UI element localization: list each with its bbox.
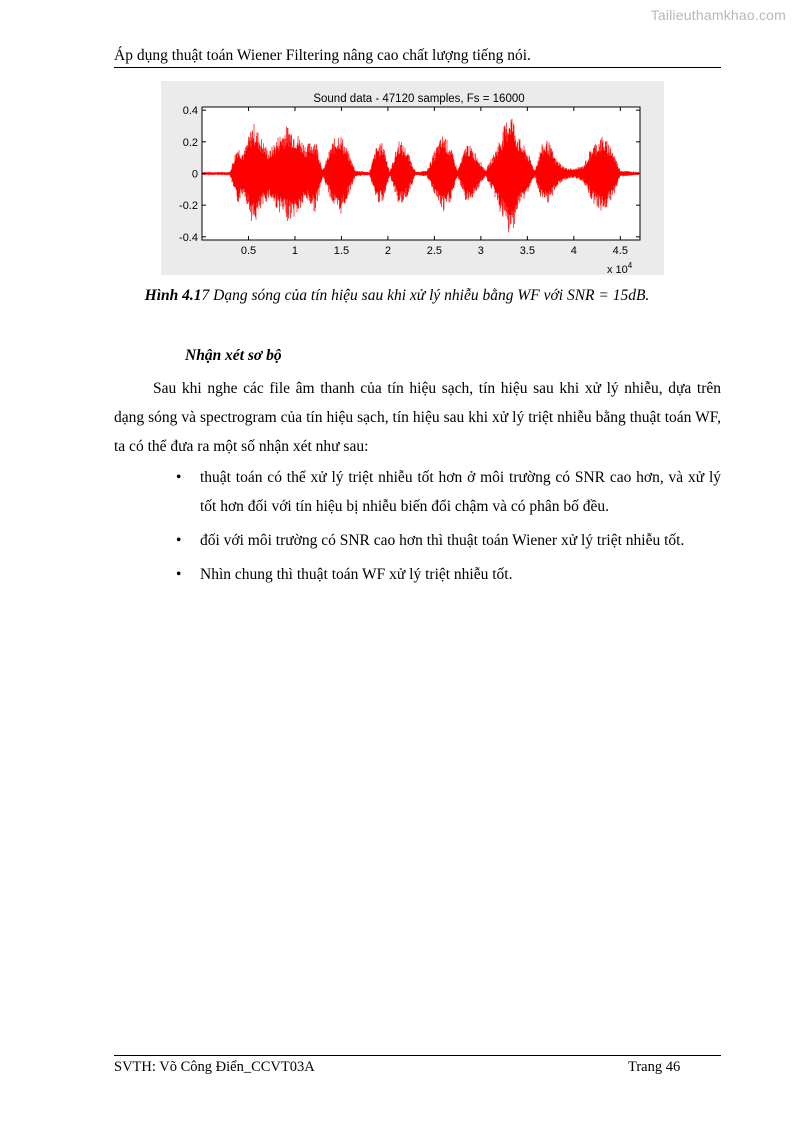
footer-author: SVTH: Võ Công Điển_CCVT03A	[114, 1059, 315, 1075]
x-tick-label: 2	[384, 245, 391, 257]
x-tick-label: 1	[291, 245, 299, 257]
y-tick-label: -0.2	[179, 200, 198, 213]
chart-title: Sound data - 47120 samples, Fs = 16000	[313, 93, 525, 105]
watermark: Tailieuthamkhao.com	[650, 7, 786, 23]
section-heading: Nhận xét sơ bộ	[185, 347, 282, 364]
y-tick-label: 0	[191, 168, 198, 181]
x-tick-label: 1.5	[333, 245, 350, 257]
x-tick-label: 3	[477, 245, 484, 257]
waveform-chart	[161, 81, 664, 275]
bullet-icon: •	[176, 566, 182, 583]
y-tick-label: 0.4	[182, 105, 198, 118]
list-item: • thuật toán có thể xử lý triệt nhiễu tốt hơn ở môi trường có SNR cao hơn, và xử lý tốt hơn đối với tín hiệu bị nhiễu biến đổi chậm và có phân bố đều.	[176, 463, 721, 521]
caption-text: Dạng sóng của tín hiệu sau khi xử lý nhiễu bằng WF với SNR = 15dB.	[209, 287, 650, 304]
y-tick-label: -0.4	[179, 231, 198, 244]
x-multiplier-label: x $10^4$	[607, 261, 633, 275]
caption-label: Hình 4.1	[144, 287, 202, 304]
x-tick-label: 3.5	[519, 245, 535, 257]
x-tick-label: 2.5	[426, 245, 443, 257]
footer-rule	[114, 1055, 721, 1056]
intro-paragraph: Sau khi nghe các file âm thanh của tín hiệu sạch, tín hiệu sau khi xử lý nhiễu, dựa trên dạng sóng và spectrogram của tín hiệu sạch, tín hiệu sau khi xử lý triệt nhiễu bằng thuật toán WF, ta có thể đưa ra một số nhận xét như sau:	[114, 380, 721, 455]
list-item: • đối với môi trường có SNR cao hơn thì thuật toán Wiener xử lý triệt nhiễu tốt.	[176, 526, 721, 555]
figure-caption	[0, 287, 794, 305]
page-header-title: Áp dụng thuật toán Wiener Filtering nâng cao chất lượng tiếng nói.	[114, 47, 531, 64]
caption-number-suffix: 7	[201, 287, 210, 304]
waveform-figure	[161, 81, 664, 275]
remarks-list	[176, 463, 721, 594]
x-tick-label: 4.5	[612, 245, 628, 257]
y-tick-label: 0.2	[182, 136, 198, 149]
list-item: • Nhìn chung thì thuật toán WF xử lý triệt nhiễu tốt.	[176, 560, 721, 589]
bullet-icon: •	[176, 532, 182, 549]
x-tick-label: 0.5	[240, 245, 257, 257]
x-tick-label: 4	[570, 245, 577, 257]
header-rule	[114, 67, 721, 68]
footer-page-number: Trang 46	[628, 1059, 681, 1075]
bullet-icon: •	[176, 469, 182, 486]
